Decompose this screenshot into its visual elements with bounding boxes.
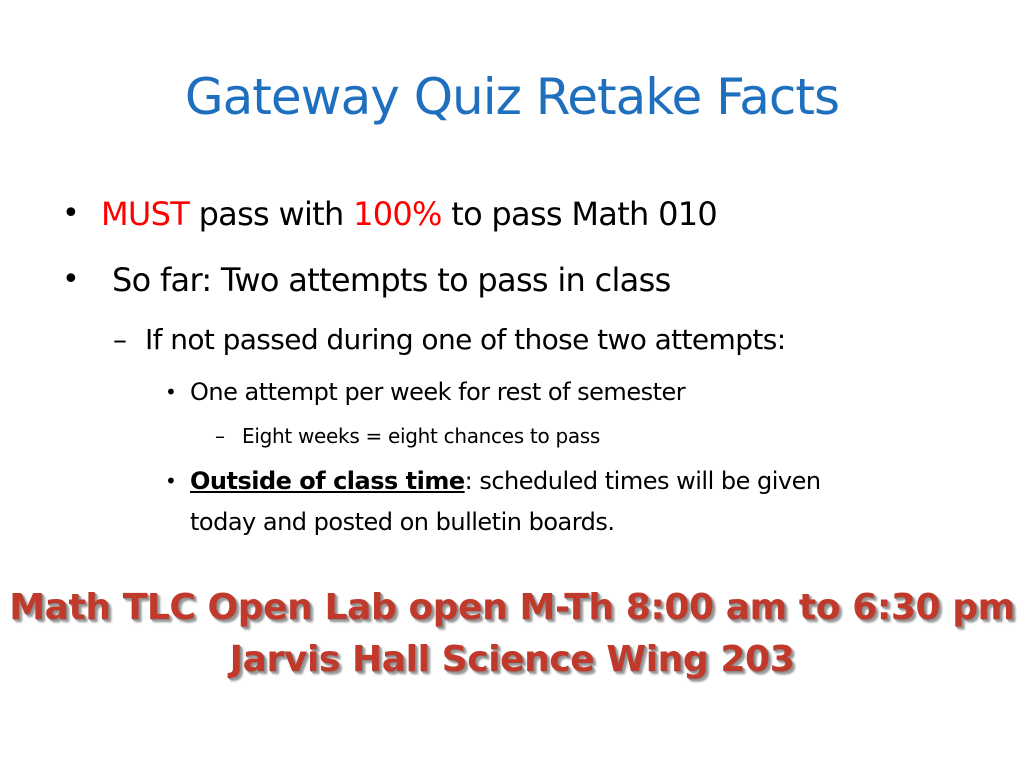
bullet-dot-icon: • (62, 196, 80, 231)
must-emphasis: MUST (101, 195, 190, 233)
bullet-text: to pass Math 010 (441, 195, 718, 233)
sub-bullet-eight-weeks: Eight weeks = eight chances to pass (242, 424, 601, 448)
bullet-dot-icon: • (165, 380, 177, 404)
sub-bullet-outside-class-line1 (190, 466, 821, 496)
bullet-text: : scheduled times will be given (464, 467, 821, 495)
bullet-must-pass (101, 194, 717, 234)
bullet-so-far: So far: Two attempts to pass in class (112, 261, 671, 299)
bullet-text: pass with (189, 195, 354, 233)
percent-emphasis: 100% (353, 195, 442, 233)
bullet-dot-icon: • (165, 469, 177, 493)
banner-location: Jarvis Hall Science Wing 203 (229, 639, 795, 680)
outside-class-emphasis: Outside of class time (190, 467, 465, 495)
dash-icon: – (215, 424, 225, 448)
dash-icon: – (113, 323, 127, 356)
sub-bullet-not-passed: If not passed during one of those two attempts: (145, 323, 786, 356)
bullet-dot-icon: • (62, 262, 80, 297)
banner-lab-hours: Math TLC Open Lab open M-Th 8:00 am to 6:30 pm (9, 587, 1015, 628)
sub-bullet-one-attempt: One attempt per week for rest of semester (190, 378, 686, 406)
slide-title: Gateway Quiz Retake Facts (184, 68, 840, 126)
sub-bullet-outside-class-line2: today and posted on bulletin boards. (190, 508, 615, 536)
